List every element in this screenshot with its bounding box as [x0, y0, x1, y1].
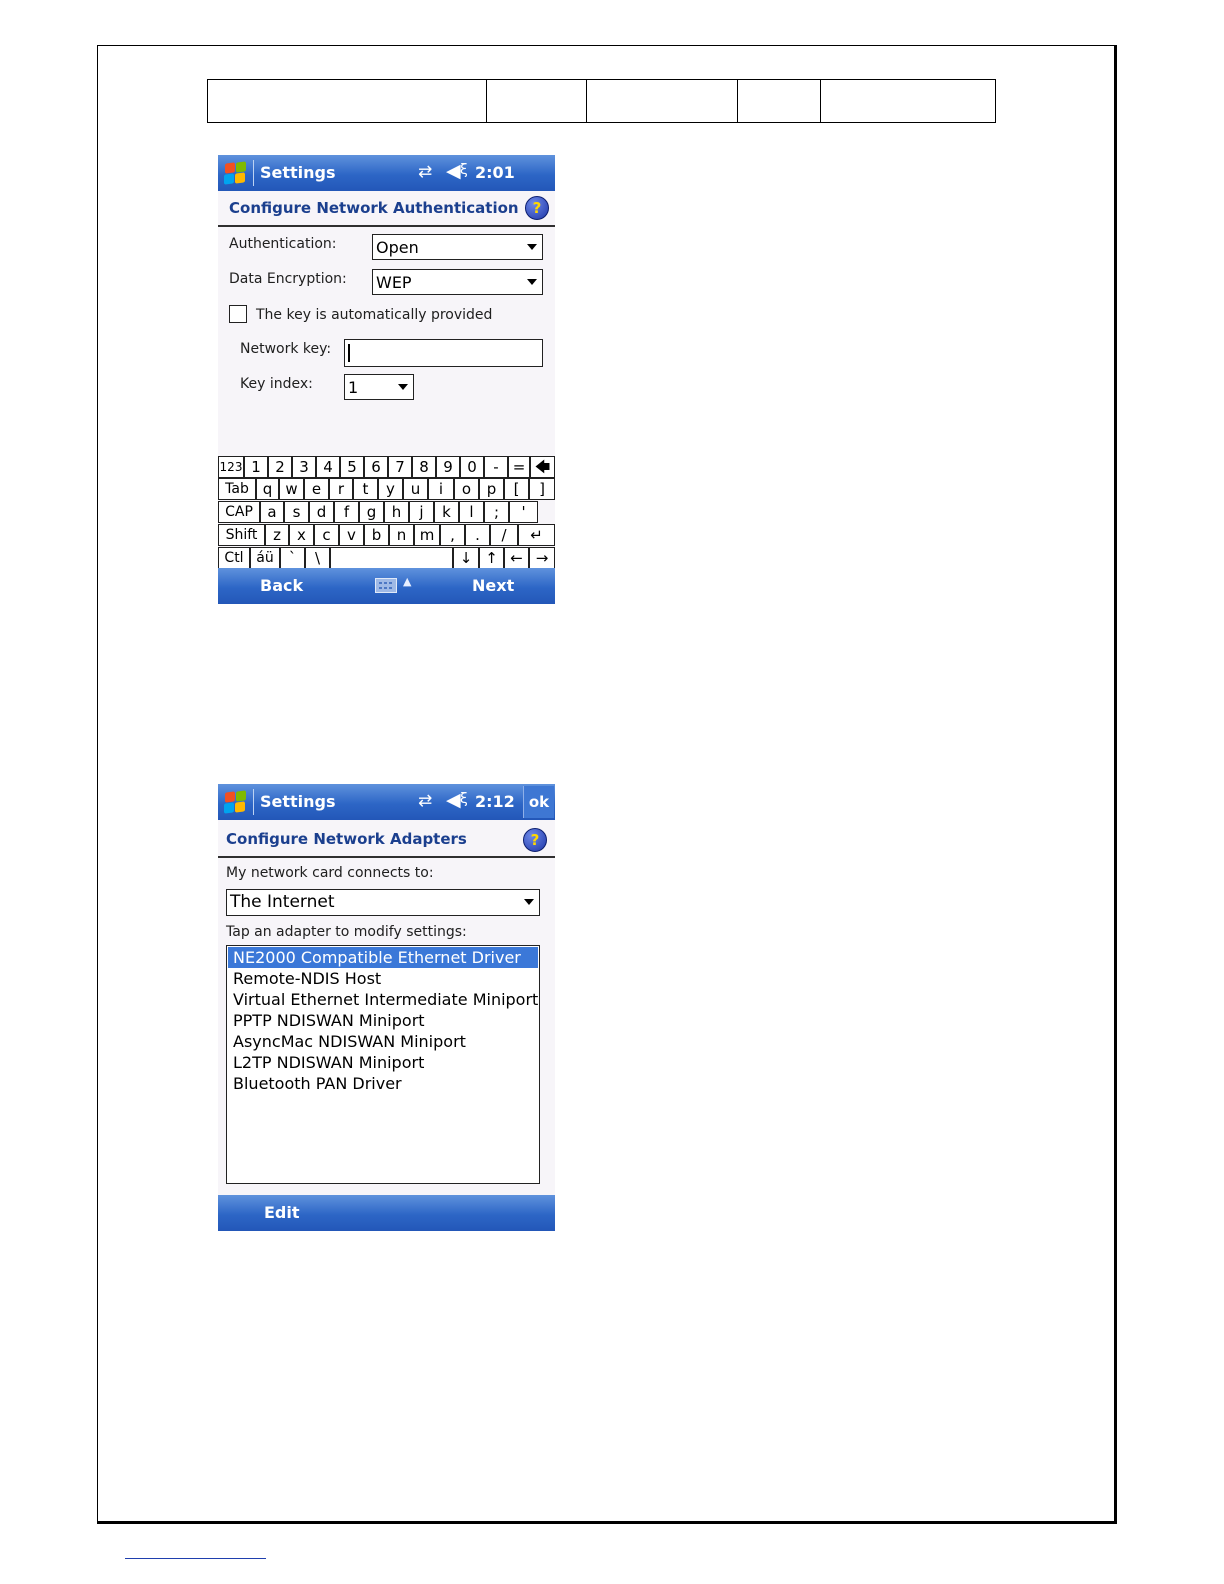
- key-index-label: Key index:: [240, 376, 313, 392]
- windows-flag-icon[interactable]: [223, 161, 247, 185]
- windows-flag-icon[interactable]: [223, 790, 247, 814]
- tap-adapter-label: Tap an adapter to modify settings:: [226, 924, 467, 940]
- screenshot-network-authentication: [218, 155, 555, 604]
- key-1[interactable]: 1: [244, 456, 268, 478]
- key-right-bracket[interactable]: ]: [529, 478, 555, 500]
- key-f[interactable]: f: [334, 501, 359, 523]
- screenshot-network-adapters: [218, 784, 555, 1231]
- key-backtick[interactable]: `: [280, 547, 305, 569]
- key-apostrophe[interactable]: ': [509, 501, 538, 523]
- list-item[interactable]: Bluetooth PAN Driver: [233, 1074, 402, 1093]
- encryption-value: WEP: [376, 273, 412, 292]
- key-s[interactable]: s: [284, 501, 309, 523]
- key-minus[interactable]: -: [484, 456, 508, 478]
- key-i[interactable]: i: [428, 478, 454, 500]
- soft-keyboard: [218, 456, 555, 569]
- key-5[interactable]: 5: [340, 456, 364, 478]
- key-w[interactable]: w: [279, 478, 304, 500]
- key-b[interactable]: b: [364, 524, 389, 546]
- key-3[interactable]: 3: [292, 456, 316, 478]
- softkey-bar: [218, 568, 555, 604]
- connects-select[interactable]: [226, 889, 540, 916]
- list-item[interactable]: NE2000 Compatible Ethernet Driver: [228, 947, 538, 968]
- key-9[interactable]: 9: [436, 456, 460, 478]
- page-title: Configure Network Authentication: [229, 199, 519, 217]
- app-title: Settings: [260, 792, 336, 811]
- list-item[interactable]: Virtual Ethernet Intermediate Miniport: [233, 990, 539, 1009]
- key-index-value: 1: [348, 378, 359, 397]
- speaker-waves-icon: ξ: [460, 791, 468, 807]
- key-international[interactable]: áü: [250, 547, 280, 569]
- authentication-value: Open: [376, 238, 419, 257]
- keyboard-row-4: [218, 524, 555, 546]
- key-e[interactable]: e: [304, 478, 329, 500]
- help-icon[interactable]: ?: [523, 828, 547, 852]
- header-cell-5: [821, 80, 996, 123]
- speaker-muted-icon[interactable]: ◀: [446, 160, 461, 182]
- key-6[interactable]: 6: [364, 456, 388, 478]
- app-title: Settings: [260, 163, 336, 182]
- key-a[interactable]: a: [260, 501, 284, 523]
- sip-menu-arrow-icon[interactable]: ▲: [403, 575, 412, 588]
- speaker-waves-icon: ξ: [460, 162, 468, 178]
- auto-key-label[interactable]: The key is automatically provided: [256, 307, 493, 323]
- key-g[interactable]: g: [359, 501, 384, 523]
- key-equals[interactable]: =: [508, 456, 530, 478]
- back-softkey[interactable]: Back: [260, 576, 304, 595]
- keyboard-row-5: [218, 547, 555, 569]
- key-enter-icon[interactable]: ↵: [518, 524, 555, 546]
- dropdown-arrow-icon: [527, 244, 537, 250]
- key-right-arrow-icon[interactable]: →: [529, 547, 555, 569]
- help-icon[interactable]: ?: [525, 196, 549, 220]
- network-key-label: Network key:: [240, 341, 332, 357]
- key-shift[interactable]: Shift: [218, 524, 265, 546]
- keyboard-row-3: [218, 501, 555, 523]
- list-item[interactable]: Remote-NDIS Host: [233, 969, 382, 988]
- keyboard-row-1: [218, 456, 555, 478]
- key-z[interactable]: z: [265, 524, 289, 546]
- key-t[interactable]: t: [353, 478, 378, 500]
- key-left-arrow-icon[interactable]: ←: [504, 547, 529, 569]
- key-up-arrow-icon[interactable]: ↑: [479, 547, 504, 569]
- connectivity-icon[interactable]: ⇄: [418, 791, 433, 811]
- header-cell-2: [487, 80, 587, 123]
- auto-key-checkbox[interactable]: [229, 305, 247, 323]
- key-r[interactable]: r: [329, 478, 353, 500]
- key-n[interactable]: n: [389, 524, 414, 546]
- key-123[interactable]: 123: [218, 456, 244, 478]
- dropdown-arrow-icon: [527, 279, 537, 285]
- key-down-arrow-icon[interactable]: ↓: [453, 547, 479, 569]
- key-p[interactable]: p: [479, 478, 504, 500]
- key-8[interactable]: 8: [412, 456, 436, 478]
- next-softkey[interactable]: Next: [472, 576, 515, 595]
- ok-button[interactable]: ok: [523, 786, 554, 818]
- key-y[interactable]: y: [378, 478, 403, 500]
- key-v[interactable]: v: [339, 524, 364, 546]
- encryption-select[interactable]: [372, 269, 543, 295]
- adapter-list[interactable]: [226, 945, 540, 1184]
- key-2[interactable]: 2: [268, 456, 292, 478]
- dropdown-arrow-icon: [398, 384, 408, 390]
- key-space[interactable]: [330, 547, 453, 569]
- authentication-label: Authentication:: [229, 236, 337, 252]
- key-u[interactable]: u: [403, 478, 428, 500]
- list-item[interactable]: PPTP NDISWAN Miniport: [233, 1011, 425, 1030]
- key-backslash[interactable]: \: [305, 547, 330, 569]
- key-j[interactable]: j: [409, 501, 434, 523]
- key-k[interactable]: k: [434, 501, 459, 523]
- key-period[interactable]: .: [465, 524, 490, 546]
- clock[interactable]: 2:01: [475, 163, 515, 182]
- key-ctrl[interactable]: Ctl: [218, 547, 250, 569]
- key-c[interactable]: c: [314, 524, 339, 546]
- key-x[interactable]: x: [289, 524, 314, 546]
- key-left-bracket[interactable]: [: [504, 478, 529, 500]
- dropdown-arrow-icon: [524, 899, 534, 905]
- key-7[interactable]: 7: [388, 456, 412, 478]
- connectivity-icon[interactable]: ⇄: [418, 162, 433, 182]
- header-cell-3: [587, 80, 738, 123]
- keyboard-row-2: [218, 478, 555, 500]
- key-slash[interactable]: /: [490, 524, 518, 546]
- key-q[interactable]: q: [256, 478, 279, 500]
- authentication-select[interactable]: [372, 234, 543, 260]
- edit-softkey[interactable]: Edit: [264, 1203, 300, 1222]
- softkey-bar: [218, 1195, 555, 1231]
- key-l[interactable]: l: [459, 501, 484, 523]
- page-heading: [218, 820, 555, 858]
- document-header-table: [207, 79, 996, 123]
- key-comma[interactable]: ,: [440, 524, 465, 546]
- keyboard-icon[interactable]: [375, 578, 397, 593]
- footer-rule: [125, 1558, 266, 1559]
- key-caps[interactable]: CAP: [218, 501, 260, 523]
- key-semicolon[interactable]: ;: [484, 501, 509, 523]
- key-index-select[interactable]: [344, 374, 414, 400]
- key-h[interactable]: h: [384, 501, 409, 523]
- page-heading: [218, 191, 555, 227]
- network-key-input[interactable]: [344, 339, 543, 367]
- key-o[interactable]: o: [454, 478, 479, 500]
- key-0[interactable]: 0: [460, 456, 484, 478]
- key-backspace-icon[interactable]: 🡄: [530, 456, 555, 478]
- page-title: Configure Network Adapters: [226, 830, 467, 848]
- title-bar: [218, 155, 555, 191]
- list-item[interactable]: L2TP NDISWAN Miniport: [233, 1053, 425, 1072]
- header-cell-1: [208, 80, 487, 123]
- key-4[interactable]: 4: [316, 456, 340, 478]
- text-caret: [348, 344, 350, 362]
- header-cell-4: [738, 80, 821, 123]
- key-tab[interactable]: Tab: [218, 478, 256, 500]
- clock[interactable]: 2:12: [475, 792, 515, 811]
- connects-label: My network card connects to:: [226, 865, 434, 881]
- encryption-label: Data Encryption:: [229, 271, 347, 287]
- list-item[interactable]: AsyncMac NDISWAN Miniport: [233, 1032, 466, 1051]
- speaker-muted-icon[interactable]: ◀: [446, 789, 461, 811]
- connects-value: The Internet: [230, 892, 335, 912]
- title-bar: [218, 784, 555, 820]
- key-d[interactable]: d: [309, 501, 334, 523]
- key-m[interactable]: m: [414, 524, 440, 546]
